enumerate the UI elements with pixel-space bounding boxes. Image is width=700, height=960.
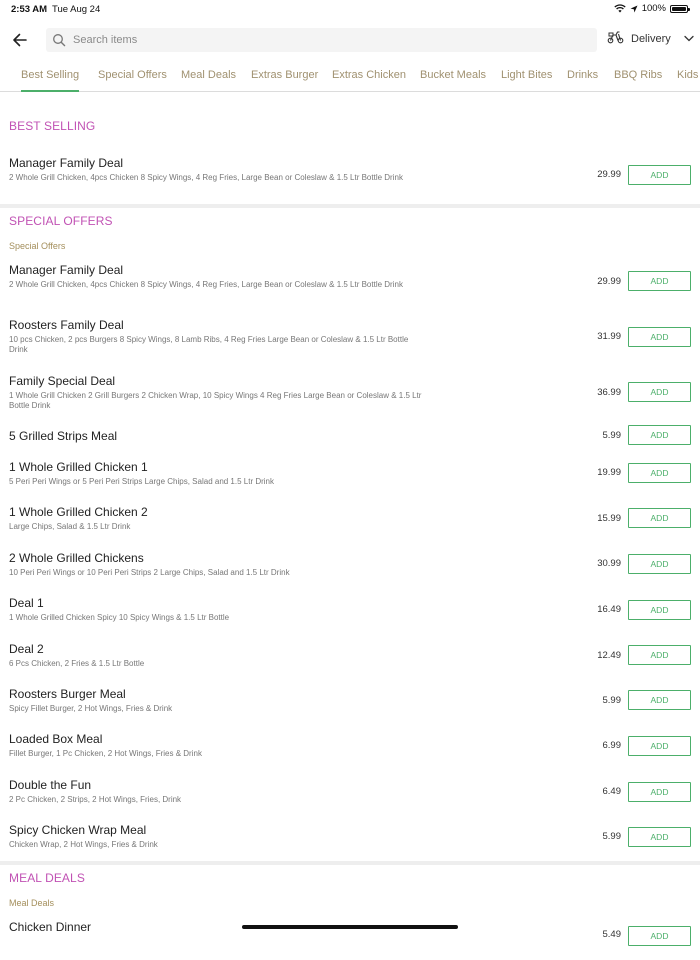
tab-extras-burger[interactable]: Extras Burger <box>251 69 319 81</box>
item-description: 2 Whole Grill Chicken, 4pcs Chicken 8 Spicy Wings, 4 Reg Fries, Large Bean or Coleslaw & 1.5 Ltr Bottle Drink <box>9 280 403 289</box>
item-description: 10 Peri Peri Wings or 10 Peri Peri Strips 2 Large Chips, Salad and 1.5 Ltr Drink <box>9 568 290 577</box>
item-price: 5.99 <box>602 695 621 706</box>
item-price: 15.99 <box>597 513 621 524</box>
item-name: Family Special Deal <box>9 374 116 388</box>
header <box>0 27 700 53</box>
item-price: 5.99 <box>602 831 621 842</box>
item-name: 1 Whole Grilled Chicken 1 <box>9 460 148 474</box>
section-title-meal-deals: MEAL DEALS <box>9 871 85 885</box>
add-button[interactable]: ADD <box>628 736 691 756</box>
menu-item <box>0 156 700 196</box>
tab-bbq-ribs[interactable]: BBQ Ribs <box>614 69 663 81</box>
wifi-icon <box>614 4 626 13</box>
add-button[interactable]: ADD <box>628 425 691 445</box>
location-arrow-icon <box>630 5 638 13</box>
add-button[interactable]: ADD <box>628 690 691 710</box>
search-icon <box>52 33 66 47</box>
item-description: 1 Whole Grilled Chicken Spicy 10 Spicy Wings & 1.5 Ltr Bottle <box>9 613 230 622</box>
tab-light-bites[interactable]: Light Bites <box>501 69 553 81</box>
search-input[interactable] <box>73 34 573 46</box>
search-bar[interactable] <box>46 28 597 52</box>
menu-item <box>0 732 700 772</box>
add-button[interactable]: ADD <box>628 600 691 620</box>
add-button[interactable]: ADD <box>628 554 691 574</box>
item-price: 6.99 <box>602 740 621 751</box>
menu-item <box>0 263 700 303</box>
menu-item <box>0 318 700 358</box>
scooter-icon <box>607 30 624 47</box>
section-subtitle-meal-deals: Meal Deals <box>9 898 55 908</box>
item-name: Manager Family Deal <box>9 156 124 170</box>
status-date: Tue Aug 24 <box>52 4 101 15</box>
item-price: 19.99 <box>597 467 621 478</box>
menu-item <box>0 687 700 727</box>
tab-bucket-meals[interactable]: Bucket Meals <box>420 69 487 81</box>
add-button[interactable]: ADD <box>628 645 691 665</box>
tab-special-offers[interactable]: Special Offers <box>98 69 167 81</box>
item-description: Chicken Wrap, 2 Hot Wings, Fries & Drink <box>9 840 158 849</box>
tab-extras-chicken[interactable]: Extras Chicken <box>332 69 406 81</box>
item-price: 31.99 <box>597 331 621 342</box>
item-price: 16.49 <box>597 604 621 615</box>
add-button[interactable]: ADD <box>628 508 691 528</box>
status-bar <box>0 0 700 18</box>
chevron-down-icon <box>684 33 694 45</box>
item-price: 5.49 <box>602 929 621 940</box>
back-arrow-icon[interactable] <box>11 31 29 49</box>
add-button[interactable]: ADD <box>628 463 691 483</box>
delivery-selector[interactable] <box>607 30 694 47</box>
item-price: 36.99 <box>597 387 621 398</box>
item-name: Double the Fun <box>9 778 92 792</box>
item-price: 29.99 <box>597 276 621 287</box>
item-description: 10 pcs Chicken, 2 pcs Burgers 8 Spicy Wings, 8 Lamb Ribs, 4 Reg Fries Large Bean or Coleslaw & 1.5 Ltr Bottle Drink <box>9 335 409 354</box>
menu-item <box>0 551 700 591</box>
item-price: 29.99 <box>597 169 621 180</box>
item-price: 30.99 <box>597 558 621 569</box>
item-description: Fillet Burger, 1 Pc Chicken, 2 Hot Wings, Fries & Drink <box>9 749 202 758</box>
menu-item <box>0 823 700 863</box>
add-button[interactable]: ADD <box>628 926 691 946</box>
item-name: Deal 2 <box>9 642 44 656</box>
item-description: 5 Peri Peri Wings or 5 Peri Peri Strips Large Chips, Salad and 1.5 Ltr Drink <box>9 477 275 486</box>
item-price: 5.99 <box>602 430 621 441</box>
tab-kids[interactable]: Kids <box>677 69 699 81</box>
delivery-label: Delivery <box>631 32 671 45</box>
item-description: 6 Pcs Chicken, 2 Fries & 1.5 Ltr Bottle <box>9 659 145 668</box>
home-indicator <box>242 925 458 929</box>
item-description: Large Chips, Salad & 1.5 Ltr Drink <box>9 522 131 531</box>
item-price: 6.49 <box>602 786 621 797</box>
add-button[interactable]: ADD <box>628 165 691 185</box>
item-name: Deal 1 <box>9 596 44 610</box>
menu-item <box>0 460 700 500</box>
section-subtitle-special-offers: Special Offers <box>9 241 66 251</box>
menu-item <box>0 778 700 818</box>
section-divider <box>0 861 700 865</box>
status-indicators <box>614 3 688 14</box>
section-title-special-offers: SPECIAL OFFERS <box>9 214 113 228</box>
status-time: 2:53 AM <box>11 4 48 15</box>
menu-item <box>0 596 700 636</box>
item-name: 5 Grilled Strips Meal <box>9 429 118 443</box>
add-button[interactable]: ADD <box>628 782 691 802</box>
item-name: 2 Whole Grilled Chickens <box>9 551 144 565</box>
menu-item <box>0 374 700 414</box>
tab-meal-deals[interactable]: Meal Deals <box>181 69 237 81</box>
add-button[interactable]: ADD <box>628 327 691 347</box>
tab-drinks[interactable]: Drinks <box>567 69 599 81</box>
category-tabs <box>0 62 700 92</box>
item-description: Spicy Fillet Burger, 2 Hot Wings, Fries & Drink <box>9 704 173 713</box>
item-description: 1 Whole Grill Chicken 2 Grill Burgers 2 Chicken Wrap, 10 Spicy Wings 4 Reg Fries Large Bean or Coleslaw & 1.5 Ltr Bottle Drink <box>9 391 422 410</box>
item-name: Manager Family Deal <box>9 263 124 277</box>
add-button[interactable]: ADD <box>628 382 691 402</box>
section-divider <box>0 204 700 208</box>
battery-icon <box>670 5 688 13</box>
menu-item <box>0 505 700 545</box>
add-button[interactable]: ADD <box>628 827 691 847</box>
item-price: 12.49 <box>597 650 621 661</box>
item-name: Loaded Box Meal <box>9 732 103 746</box>
item-name: Spicy Chicken Wrap Meal <box>9 823 147 837</box>
item-name: 1 Whole Grilled Chicken 2 <box>9 505 148 519</box>
item-name: Chicken Dinner <box>9 920 92 934</box>
section-title-best-selling: BEST SELLING <box>9 119 96 133</box>
tab-best-selling[interactable]: Best Selling <box>21 69 79 92</box>
menu-item <box>0 642 700 682</box>
battery-percent: 100% <box>641 3 666 14</box>
item-description: 2 Whole Grill Chicken, 4pcs Chicken 8 Spicy Wings, 4 Reg Fries, Large Bean or Coleslaw & 1.5 Ltr Bottle Drink <box>9 173 403 182</box>
item-description: 2 Pc Chicken, 2 Strips, 2 Hot Wings, Fries, Drink <box>9 795 182 804</box>
item-name: Roosters Burger Meal <box>9 687 126 701</box>
add-button[interactable]: ADD <box>628 271 691 291</box>
item-name: Roosters Family Deal <box>9 318 124 332</box>
